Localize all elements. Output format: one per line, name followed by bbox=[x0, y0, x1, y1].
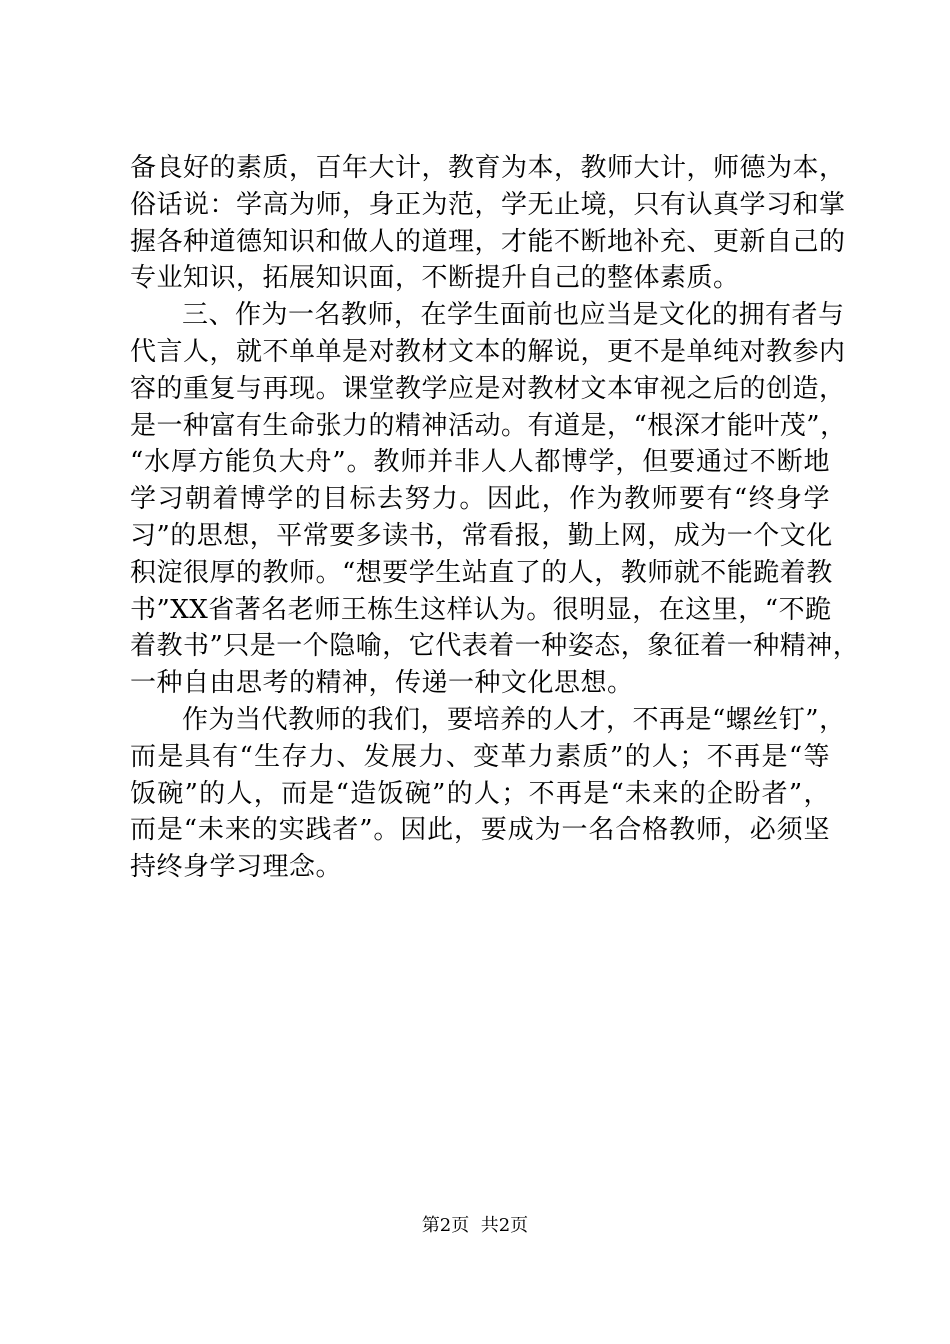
text-line: 是一种富有生命张力的精神活动。有道是，“根深才能叶茂”， bbox=[130, 410, 847, 441]
text-line: 习”的思想，平常要多读书，常看报，勤上网，成为一个文化 bbox=[130, 520, 833, 551]
text-line: 持终身学习理念。 bbox=[130, 852, 343, 883]
text-line: 握各种道德知识和做人的道理，才能不断地补充、更新自己的 bbox=[130, 226, 846, 257]
text-line: 着教书”只是一个隐喻，它代表着一种姿态，象征着一种精神， bbox=[130, 631, 860, 662]
text-line: 专业知识，拓展知识面，不断提升自己的整体素质。 bbox=[130, 263, 740, 294]
body-text bbox=[130, 150, 860, 886]
footer-separator bbox=[469, 1215, 480, 1236]
text-line: 作为当代教师的我们，要培养的人才，不再是“螺丝钉”， bbox=[182, 704, 846, 735]
text-line: 代言人，就不单单是对教材文本的解说，更不是单纯对教参内 bbox=[130, 336, 846, 367]
text-line: 而是具有“生存力、发展力、变革力素质”的人；不再是“等 bbox=[130, 741, 830, 772]
text-line: “水厚方能负大舟”。教师并非人人都博学，但要通过不断地 bbox=[130, 447, 830, 478]
text-line: 容的重复与再现。课堂教学应是对教材文本审视之后的创造， bbox=[130, 373, 846, 404]
text-line: 而是“未来的实践者”。因此，要成为一名合格教师，必须坚 bbox=[130, 815, 830, 846]
page-number: 第2页 bbox=[421, 1215, 470, 1236]
page-total: 共2页 bbox=[480, 1215, 529, 1236]
text-line: 积淀很厚的教师。“想要学生站直了的人，教师就不能跪着教 bbox=[130, 557, 833, 588]
text-line: 一种自由思考的精神，传递一种文化思想。 bbox=[130, 668, 634, 699]
text-line: 备良好的素质，百年大计，教育为本，教师大计，师德为本， bbox=[130, 153, 846, 183]
text-line: 俗话说：学高为师，身正为范，学无止境，只有认真学习和掌 bbox=[130, 189, 846, 220]
text-line: 饭碗”的人，而是“造饭碗”的人；不再是“未来的企盼者”， bbox=[130, 778, 830, 809]
text-line: 书”XX省著名老师王栋生这样认为。很明显，在这里，“不跪 bbox=[130, 594, 832, 625]
page-footer bbox=[0, 1214, 950, 1238]
text-line: 三、作为一名教师，在学生面前也应当是文化的拥有者与 bbox=[182, 300, 845, 331]
text-line: 学习朝着博学的目标去努力。因此，作为教师要有“终身学 bbox=[130, 484, 830, 515]
